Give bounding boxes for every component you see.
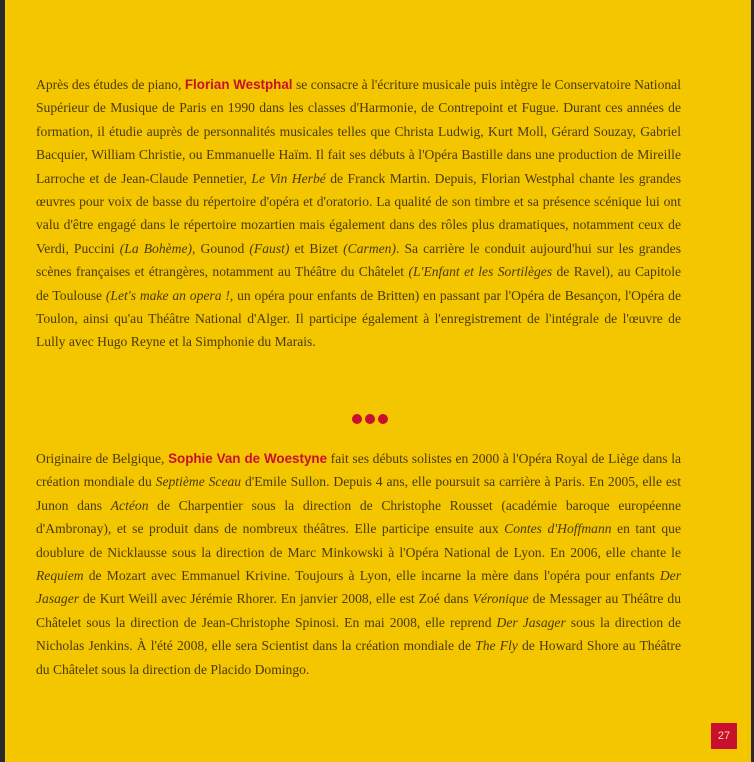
work-title: (Carmen) [343, 240, 396, 256]
separator-dot [365, 414, 375, 424]
work-title: (Let's make an opera ! [105, 287, 230, 303]
biography-florian-westphal: Après des études de piano, Florian Westphal se consacre à l'écriture musicale puis intègre le Conservatoire National Supérieur de Musique de Paris en 1990 dans les classes d'Harmonie, de Contrepoint et Fugue. Durant ces années de formation, il étudie auprès de personnalités musicales telles que Christa Ludwig, Kurt Moll, Gérard Souzay, Gabriel Bacquier, William Christie, ou Emmanuelle Haïm. Il fait ses débuts à l'Opéra Bastille dans une production de Mireille Larroche et de Jean-Claude Pennetier, Le Vin Herbé de Franck Martin. Depuis, Florian Westphal chante les grandes œuvres pour voix de basse du répertoire d'opéra et d'oratorio. La qualité de son timbre et sa présence scénique lui ont valu d'être engagé dans le répertoire mozartien mais également dans des rôles plus dramatiques, notamment ceux de Verdi, Puccini (La Bohème), Gounod (Faust) et Bizet (Carmen). Sa carrière le conduit aujourd'hui sur les grandes scènes françaises et étrangères, notamment au Théâtre du Châtelet (L'Enfant et les Sortilèges de Ravel), au Capitole de Toulouse (Let's make an opera !, un opéra pour enfants de Britten) en passant par l'Opéra de Besançon, l'Opéra de Toulon, ainsi qu'au Théâtre National d'Alger. Il participe également à l'enregistrement de l'intégrale de l'œuvre de Lully avec Hugo Reyne et la Simphonie du Marais. [36, 77, 682, 350]
page-number: 27 [711, 723, 737, 749]
artist-name-sophie-van-de-woestyne: Sophie Van de Woestyne [168, 451, 328, 466]
separator-dot [378, 414, 388, 424]
work-title: Actéon [110, 497, 149, 513]
biography-sophie-van-de-woestyne: Originaire de Belgique, Sophie Van de Woestyne fait ses débuts solistes en 2000 à l'Opéra Royal de Liège dans la création mondiale du Septième Sceau d'Emile Sullon. Depuis 4 ans, elle poursuit sa carrière à Paris. En 2005, elle est Junon dans Actéon de Charpentier sous la direction de Christophe Rousset (académie baroque européenne d'Ambronay), et se produit dans de nombreux théâtres. Elle participe ensuite aux Contes d'Hoffmann en tant que doublure de Nicklausse sous la direction de Marc Minkowski à l'Opéra National de Lyon. En 2006, elle chante le Requiem de Mozart avec Emmanuel Krivine. Toujours à Lyon, elle incarne la mère dans l'opéra pour enfants Der Jasager de Kurt Weill avec Jérémie Rhorer. En janvier 2008, elle est Zoé dans Véronique de Messager au Théâtre du Châtelet sous la direction de Jean-Christophe Spinosi. En mai 2008, elle reprend Der Jasager sous la direction de Nicholas Jenkins. À l'été 2008, elle sera Scientist dans la création mondiale de The Fly de Howard Shore au Théâtre du Châtelet sous la direction de Placido Domingo. [36, 451, 682, 677]
work-title: The Fly [475, 638, 518, 654]
artist-name-florian-westphal: Florian Westphal [184, 77, 293, 92]
work-title: Le Vin Herbé [251, 170, 326, 186]
scan-edge-left [0, 0, 5, 762]
work-title: Der Jasager [496, 614, 566, 630]
work-title: Requiem [36, 568, 84, 584]
work-title: (L'Enfant et les Sortilèges [408, 264, 553, 280]
work-title: Contes d'Hoffmann [504, 521, 612, 537]
work-title: Septième Sceau [155, 474, 242, 490]
work-title: (Faust) [249, 240, 290, 256]
work-title: Véronique [472, 591, 529, 607]
work-title: Der Jasager [36, 568, 681, 607]
work-title: (La Bohème) [119, 240, 193, 256]
separator-dot [352, 414, 362, 424]
section-separator-dots [352, 414, 388, 424]
